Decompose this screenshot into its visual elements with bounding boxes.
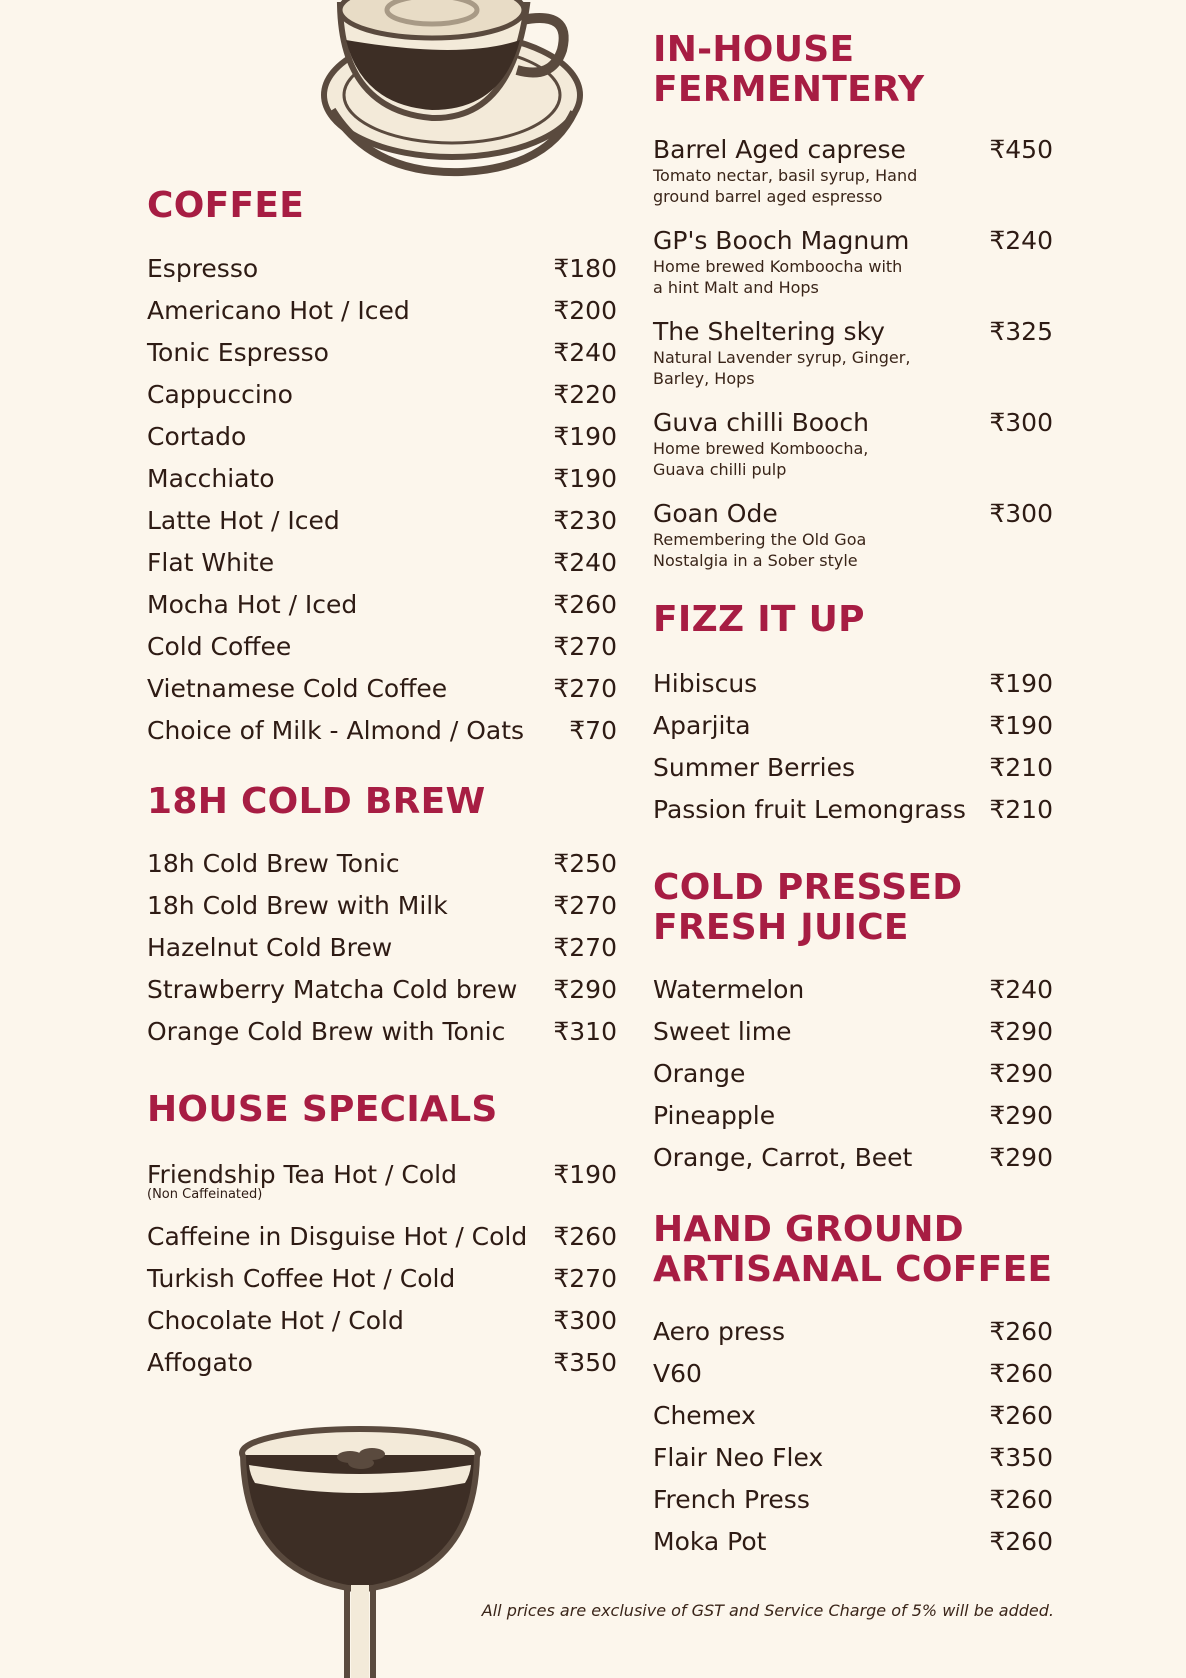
coffee-cup-saucer-icon <box>312 0 592 200</box>
title-line: HAND GROUND <box>653 1209 964 1250</box>
desc-line: ground barrel aged espresso <box>653 187 883 206</box>
item-name: Americano Hot / Iced <box>147 296 410 325</box>
menu-item <box>653 1402 1053 1444</box>
item-name: Flair Neo Flex <box>653 1443 824 1472</box>
item-name: Aero press <box>653 1317 786 1346</box>
menu-item <box>147 892 617 934</box>
title-line: COLD PRESSED <box>653 867 963 908</box>
item-name: Mocha Hot / Iced <box>147 590 358 619</box>
menu-item <box>147 934 617 976</box>
item-price: ₹240 <box>553 338 617 367</box>
item-name: Summer Berries <box>653 753 856 782</box>
item-name: Turkish Coffee Hot / Cold <box>147 1264 456 1293</box>
menu-item <box>653 796 1053 838</box>
hand-ground-title <box>653 1210 1052 1290</box>
item-price: ₹290 <box>989 1101 1053 1130</box>
menu-item <box>653 1360 1053 1402</box>
coffee-list <box>147 255 617 759</box>
house-specials-title: HOUSE SPECIALS <box>147 1089 498 1130</box>
item-name: GP's Booch Magnum <box>653 226 910 255</box>
item-name: Macchiato <box>147 464 275 493</box>
menu-item <box>653 1144 1053 1186</box>
item-description <box>653 347 1053 389</box>
price-disclaimer: All prices are exclusive of GST and Service Charge of 5% will be added. <box>481 1601 1054 1620</box>
item-price: ₹190 <box>553 422 617 451</box>
cold-brew-list <box>147 850 617 1060</box>
item-name: Orange Cold Brew with Tonic <box>147 1017 506 1046</box>
item-name: Pineapple <box>653 1101 776 1130</box>
fizz-title: FIZZ IT UP <box>653 599 865 640</box>
item-name: Espresso <box>147 254 259 283</box>
item-price: ₹350 <box>553 1348 617 1377</box>
cold-brew-title: 18H COLD BREW <box>147 781 486 822</box>
menu-item <box>147 423 617 465</box>
fermentery-list <box>653 136 1053 591</box>
item-name: Cold Coffee <box>147 632 292 661</box>
item-description <box>653 438 1053 480</box>
menu-item <box>653 1486 1053 1528</box>
item-price: ₹210 <box>989 753 1053 782</box>
menu-item <box>653 500 1053 571</box>
item-name: Choice of Milk - Almond / Oats <box>147 716 525 745</box>
juice-list <box>653 976 1053 1186</box>
item-description <box>653 165 1053 207</box>
menu-item <box>653 136 1053 207</box>
menu-item <box>147 591 617 633</box>
menu-item <box>147 1307 617 1349</box>
item-price: ₹270 <box>553 933 617 962</box>
desc-line: Barley, Hops <box>653 369 755 388</box>
item-price: ₹270 <box>553 1264 617 1293</box>
menu-item <box>147 675 617 717</box>
title-line: FERMENTERY <box>653 69 925 110</box>
item-price: ₹190 <box>989 669 1053 698</box>
item-price: ₹260 <box>989 1485 1053 1514</box>
menu-item <box>147 1349 617 1391</box>
desc-line: Home brewed Komboocha with <box>653 257 903 276</box>
espresso-martini-glass-icon <box>235 1425 485 1678</box>
menu-item <box>653 712 1053 754</box>
item-name: The Sheltering sky <box>653 317 885 346</box>
item-price: ₹70 <box>569 716 617 745</box>
item-price: ₹240 <box>989 975 1053 1004</box>
menu-item <box>653 1318 1053 1360</box>
item-name: Sweet lime <box>653 1017 792 1046</box>
item-price: ₹300 <box>989 499 1053 528</box>
menu-item <box>653 318 1053 389</box>
desc-line: Guava chilli pulp <box>653 460 787 479</box>
hand-ground-list <box>653 1318 1053 1570</box>
item-name: Chemex <box>653 1401 756 1430</box>
item-name-with-note <box>147 1161 457 1203</box>
item-price: ₹260 <box>553 590 617 619</box>
item-price: ₹190 <box>989 711 1053 740</box>
menu-item <box>147 850 617 892</box>
item-price: ₹270 <box>553 891 617 920</box>
menu-item <box>653 1444 1053 1486</box>
menu-item <box>653 1018 1053 1060</box>
item-price: ₹180 <box>553 254 617 283</box>
menu-item <box>147 549 617 591</box>
desc-line: Tomato nectar, basil syrup, Hand <box>653 166 918 185</box>
title-line: ARTISANAL COFFEE <box>653 1249 1053 1290</box>
item-name: Vietnamese Cold Coffee <box>147 674 448 703</box>
menu-item <box>147 1161 617 1223</box>
desc-line: Natural Lavender syrup, Ginger, <box>653 348 911 367</box>
item-name: Moka Pot <box>653 1527 767 1556</box>
item-description <box>653 256 1053 298</box>
item-name: Friendship Tea Hot / Cold <box>147 1160 457 1189</box>
item-price: ₹200 <box>553 296 617 325</box>
juice-title <box>653 868 962 948</box>
menu-item <box>147 465 617 507</box>
item-price: ₹260 <box>989 1401 1053 1430</box>
item-name: Tonic Espresso <box>147 338 329 367</box>
item-name: Affogato <box>147 1348 253 1377</box>
item-price: ₹270 <box>553 674 617 703</box>
item-price: ₹240 <box>989 226 1053 255</box>
item-name: Strawberry Matcha Cold brew <box>147 975 518 1004</box>
item-price: ₹300 <box>989 408 1053 437</box>
item-name: Flat White <box>147 548 275 577</box>
item-price: ₹300 <box>553 1306 617 1335</box>
item-name: 18h Cold Brew Tonic <box>147 849 400 878</box>
menu-item <box>653 1102 1053 1144</box>
item-price: ₹210 <box>989 795 1053 824</box>
desc-line: Nostalgia in a Sober style <box>653 551 858 570</box>
menu-item <box>147 339 617 381</box>
item-price: ₹260 <box>989 1527 1053 1556</box>
item-name: Chocolate Hot / Cold <box>147 1306 404 1335</box>
item-name: Hibiscus <box>653 669 758 698</box>
desc-line: a hint Malt and Hops <box>653 278 819 297</box>
item-note: (Non Caffeinated) <box>147 1187 263 1202</box>
item-price: ₹325 <box>989 317 1053 346</box>
menu-item <box>147 255 617 297</box>
item-name: Barrel Aged caprese <box>653 135 906 164</box>
item-price: ₹450 <box>989 135 1053 164</box>
item-name: Hazelnut Cold Brew <box>147 933 393 962</box>
item-price: ₹290 <box>553 975 617 1004</box>
menu-item <box>147 297 617 339</box>
item-price: ₹250 <box>553 849 617 878</box>
item-name: 18h Cold Brew with Milk <box>147 891 448 920</box>
item-name: V60 <box>653 1359 702 1388</box>
item-price: ₹290 <box>989 1017 1053 1046</box>
item-name: Cortado <box>147 422 247 451</box>
item-price: ₹190 <box>553 1160 617 1189</box>
item-price: ₹290 <box>989 1143 1053 1172</box>
item-price: ₹240 <box>553 548 617 577</box>
desc-line: Remembering the Old Goa <box>653 530 867 549</box>
menu-item <box>653 976 1053 1018</box>
menu-item <box>653 227 1053 298</box>
menu-item <box>147 507 617 549</box>
item-description <box>653 529 1053 571</box>
title-line: FRESH JUICE <box>653 907 909 948</box>
menu-item <box>653 754 1053 796</box>
menu-item <box>653 1060 1053 1102</box>
menu-item <box>147 1018 617 1060</box>
item-name: Aparjita <box>653 711 751 740</box>
title-line: IN-HOUSE <box>653 29 855 70</box>
item-name: Watermelon <box>653 975 805 1004</box>
item-name: Orange <box>653 1059 746 1088</box>
item-name: Latte Hot / Iced <box>147 506 340 535</box>
item-price: ₹190 <box>553 464 617 493</box>
item-name: Cappuccino <box>147 380 293 409</box>
item-name: Orange, Carrot, Beet <box>653 1143 913 1172</box>
menu-item <box>147 717 617 759</box>
desc-line: Home brewed Komboocha, <box>653 439 869 458</box>
menu-item <box>653 670 1053 712</box>
item-name: Guva chilli Booch <box>653 408 869 437</box>
coffee-title: COFFEE <box>147 185 305 226</box>
item-price: ₹220 <box>553 380 617 409</box>
item-name: French Press <box>653 1485 810 1514</box>
item-name: Passion fruit Lemongrass <box>653 795 966 824</box>
item-price: ₹260 <box>989 1359 1053 1388</box>
item-price: ₹290 <box>989 1059 1053 1088</box>
menu-item <box>147 633 617 675</box>
item-price: ₹260 <box>553 1222 617 1251</box>
menu-item <box>147 1265 617 1307</box>
item-price: ₹260 <box>989 1317 1053 1346</box>
menu-item <box>147 1223 617 1265</box>
item-price: ₹270 <box>553 632 617 661</box>
house-specials-list <box>147 1161 617 1391</box>
item-price: ₹230 <box>553 506 617 535</box>
menu-item <box>653 409 1053 480</box>
fizz-list <box>653 670 1053 838</box>
item-name: Caffeine in Disguise Hot / Cold <box>147 1222 528 1251</box>
item-price: ₹350 <box>989 1443 1053 1472</box>
menu-item <box>653 1528 1053 1570</box>
fermentery-title <box>653 30 924 110</box>
menu-item <box>147 976 617 1018</box>
item-price: ₹310 <box>553 1017 617 1046</box>
item-name: Goan Ode <box>653 499 778 528</box>
menu-item <box>147 381 617 423</box>
